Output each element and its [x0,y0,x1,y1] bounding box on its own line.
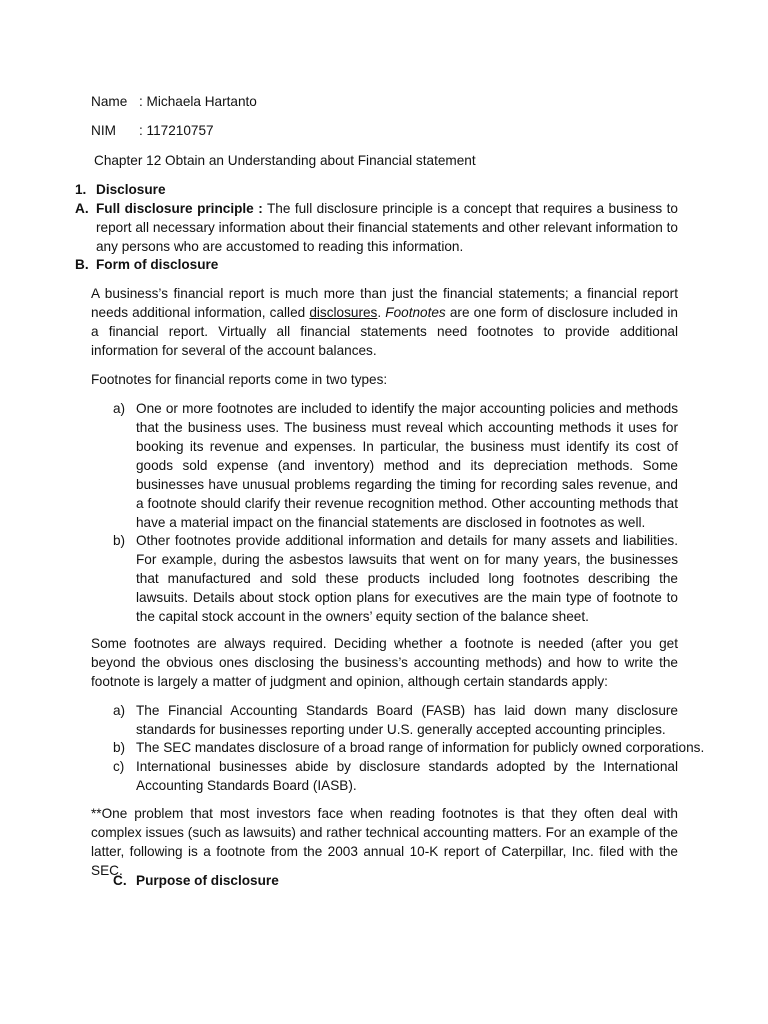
paragraph-investor-problem: **One problem that most investors face when reading footnotes is that they often deal with complex issues (such as lawsuits) and rather technical accounting matters. For an example of the latter, following is a footnote from the 2003 annual 10-K report of Caterpillar, Inc. filed with the SEC. [91,806,678,878]
paragraph-financial-report [91,284,678,360]
section-1-title: Disclosure [96,182,166,197]
list2-item-c-marker: c) [113,759,125,774]
section-a-term: Full disclosure principle : [96,201,263,216]
name-line [91,92,257,111]
list2-item-a-text: The Financial Accounting Standards Board (FASB) has laid down many disclosure standards for businesses reporting under U.S. generally accepted accounting principles. [136,703,678,737]
section-a-body [96,199,678,256]
nim-value: : 117210757 [139,123,214,138]
section-a-text: The full disclosure principle is a concept that requires a business to report all necessary information about their financial statements and other relevant information to any persons who are accustomed to reading this information. [96,201,678,254]
list1-item-b-text: Other footnotes provide additional information and details for many assets and liabilities. For example, during the asbestos lawsuits that went on for many years, the businesses that manufactured and sold these products included long footnotes describing the lawsuits. Details about stock option plans for executives are the main type of footnote to the capital stock account in the owners’ equity section of the balance sheet. [136,533,678,624]
section-a-marker: A. [75,201,89,216]
list2-item-c-text: International businesses abide by disclosure standards adopted by the International Accounting Standards Board (IASB). [136,759,678,793]
footnotes-term: Footnotes [385,305,446,320]
list2-item-a-marker: a) [113,703,126,718]
paragraph-required-footnotes: Some footnotes are always required. Deciding whether a footnote is needed (after you get beyond the obvious ones disclosing the business’s accounting methods) and how to write the footnote is largely a matter of judgment and opinion, although certain standards apply: [91,636,678,689]
disclosures-link[interactable]: disclosures [309,305,378,320]
paragraph-footnote-types: Footnotes for financial reports come in two types: [91,372,388,387]
paragraph-financial-report-part3: are one form of disclosure included in a financial report. Virtually all financial statements need footnotes to provide additional information for several of the account balances. [91,305,678,358]
list2-item-b-text: The SEC mandates disclosure of a broad range of information for publicly owned corporations. [136,740,705,755]
nim-label: NIM [91,123,116,138]
section-c-marker: C. [113,873,127,888]
list2-item-b-marker: b) [113,740,126,755]
section-c-title: Purpose of disclosure [136,873,279,888]
section-b-marker: B. [75,257,89,272]
list1-item-b-marker: b) [113,533,126,548]
list1-item-a-text: One or more footnotes are included to identify the major accounting policies and methods that the business uses. The business must reveal which accounting methods it uses for booking its revenue and expenses. In particular, the business must identify its cost of goods sold expense (and inventory) method and its depreciation methods. Some businesses have unusual problems regarding the timing for recording sales revenue, and a footnote should clarify their revenue recognition method. Other accounting methods that have a material impact on the financial statements are disclosed in footnotes as well. [136,401,678,530]
section-b-title: Form of disclosure [96,257,219,272]
section-1-number: 1. [75,182,87,197]
name-label: Name [91,94,128,109]
name-value: : Michaela Hartanto [139,94,257,109]
paragraph-financial-report-part2: . [377,305,386,320]
list1-item-a-marker: a) [113,401,126,416]
nim-line [91,121,214,140]
chapter-title: Chapter 12 Obtain an Understanding about Financial statement [94,153,476,168]
paragraph-financial-report-part1: A business’s financial report is much more than just the financial statements; a financial report needs additional information, called [91,286,678,320]
